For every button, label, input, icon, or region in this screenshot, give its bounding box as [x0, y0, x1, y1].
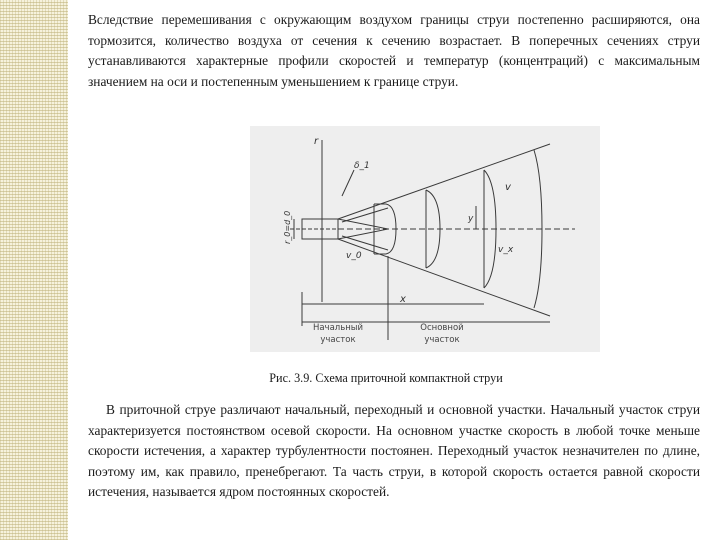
vx-label: v_x [498, 245, 514, 255]
jet-upper-boundary [338, 144, 550, 219]
jet-diagram [250, 126, 600, 352]
v0-label: v_0 [346, 251, 362, 261]
figure-caption-wrapper [0, 371, 720, 386]
initial-zone-label-2: участок [320, 335, 356, 345]
main-zone-label-2: участок [424, 335, 460, 345]
x-label: x [400, 294, 406, 305]
radius-label: r_0=d_0 [283, 210, 292, 244]
initial-zone-label-1: Начальный [312, 323, 364, 333]
jet-diagram-svg [250, 126, 600, 352]
main-zone-label-1: Основной [420, 323, 464, 333]
body-paragraph: В приточной струе различают начальный, переходный и основной участки. Начальный участок струи характеризуется постоянством осевой скорости. На основном участке скорость в любой точке меньше скорости истечения, а характер турбулентности постоянен. Переходный участок незначителен по длине, поэтому им, как правило, пренебрегают. Та часть струи, в которой скорость остается равной скорости истечения, называется ядром постоянных скоростей. [88, 402, 700, 499]
delta-leader [342, 170, 354, 196]
y-label: y [468, 214, 474, 224]
figure-caption: Рис. 3.9. Схема приточной компактной струи [269, 371, 503, 385]
decorative-sidebar [0, 0, 68, 540]
v-label: v [505, 182, 511, 193]
intro-paragraph: Вследствие перемешивания с окружающим воздухом границы струи постепенно расширяются, она тормозится, количество воздуха от сечения к сечению возрастает. В поперечных сечениях струи устанавливаются характерные профили скоростей и температур (концентраций) с максимальным значением на оси и постепенным уменьшением к границе струи. [88, 12, 700, 89]
delta-label: δ_1 [354, 161, 370, 171]
r-axis-label: r [314, 136, 319, 147]
